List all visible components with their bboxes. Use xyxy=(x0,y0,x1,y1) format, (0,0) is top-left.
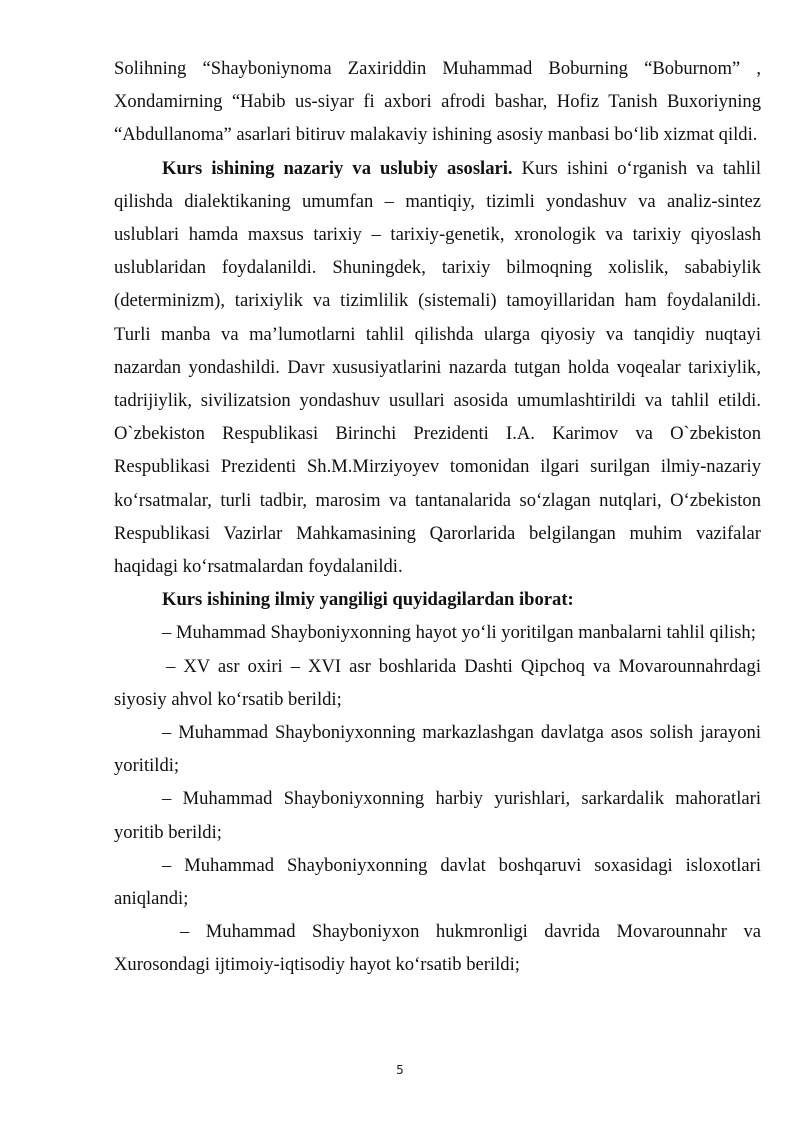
novelty-heading xyxy=(114,583,761,616)
page-number: 5 xyxy=(396,1063,404,1077)
list-item: – Muhammad Shayboniyxonning hayot yo‘li yoritilgan manbalarni tahlil qilish; xyxy=(162,622,756,644)
methodology-heading: Kurs ishining nazariy va uslubiy asoslari. xyxy=(162,157,513,179)
methodology-text: Kurs ishini o‘rganish va tahlil qilishda dialektikaning umumfan – mantiqiy, tizimli yondashuv va analiz-sintez uslublari hamda maxsus tarixiy – tarixiy-genetik, xronologik va tarixiy qiyoslash uslublaridan foydalanildi. Shuningdek, tarixiy bilmoqning xolislik, sababiylik (determinizm), tarixiylik va tizimlilik (sistemali) tamoyillaridan ham foydalanildi. Turli manba va ma’lumotlarni tahlil qilishda ularga qiyosiy va tanqidiy nuqtayi nazardan yondashildi. Davr xususiyatlarini nazarda tutgan holda voqealar tarixiylik, tadrijiylik, sivilizatsion yondashuv usullari asosida umumlashtirildi va tahlil etildi. O`zbekiston Respublikasi Birinchi Prezidenti I.A. Karimov va O`zbekiston Respublikasi Prezidenti Sh.M.Mirziyoyev tomonidan ilgari surilgan ilmiy-nazariy ko‘rsatmalar, turli tadbir, marosim va tantanalarida so‘zlagan nutqlari, O‘zbekiston Respublikasi Vazirlar Mahkamasining Qarorlarida belgilangan muhim vazifalar haqidagi ko‘rsatmalardan foydalanildi. xyxy=(114,157,761,578)
page-body xyxy=(114,52,761,982)
list-item: – Muhammad Shayboniyxon hukmronligi davrida Movarounnahr va Xurosondagi ijtimoiy-iqtisodiy hayot ko‘rsatib berildi; xyxy=(114,921,761,976)
list-item: – Muhammad Shayboniyxonning markazlashgan davlatga asos solish jarayoni yoritildi; xyxy=(114,722,761,777)
novelty-heading-text: Kurs ishining ilmiy yangiligi quyidagilardan iborat: xyxy=(162,589,574,611)
methodology-paragraph xyxy=(114,152,761,584)
sources-paragraph: Solihning “Shayboniynoma Zaxiriddin Muhammad Boburning “Boburnom” , Xondamirning “Habib us-siyar fi axbori afrodi bashar, Hofiz Tanish Buxoriyning “Abdullanoma” asarlari bitiruv malakaviy ishining asosiy manbasi bo‘lib xizmat qildi. xyxy=(114,58,761,146)
list-item: – Muhammad Shayboniyxonning davlat boshqaruvi soxasidagi isloxotlari aniqlandi; xyxy=(114,854,761,910)
list-item: – XV asr oxiri – XVI asr boshlarida Dashti Qipchoq va Movarounnahrdagi siyosiy ahvol ko‘rsatib berildi; xyxy=(114,655,761,710)
list-item: – Muhammad Shayboniyxonning harbiy yurishlari, sarkardalik mahoratlari yoritib berildi; xyxy=(114,788,761,843)
